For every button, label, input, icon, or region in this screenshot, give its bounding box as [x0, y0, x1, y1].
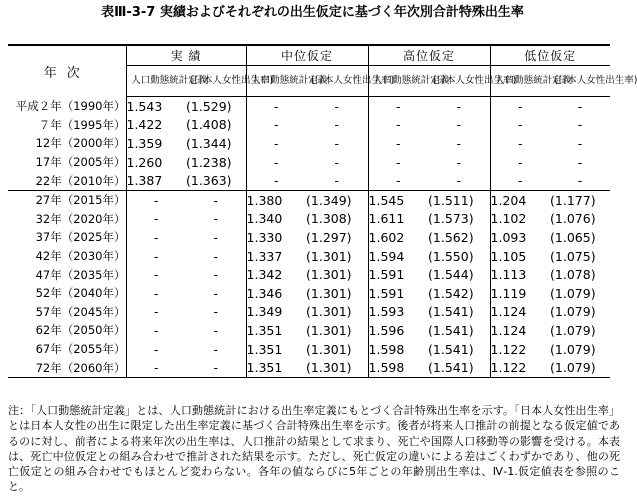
value-cell: 1.387	[126, 171, 186, 190]
value-cell: 1.349	[246, 303, 306, 322]
value-cell: 1.380	[246, 190, 306, 209]
value-cell: -	[577, 117, 583, 133]
value-cell: 1.594	[368, 247, 428, 266]
value-cell: 1.545	[368, 190, 428, 209]
value-cell: (1.344)	[186, 135, 232, 151]
value-cell: -	[126, 228, 186, 247]
value-cell: -	[577, 154, 583, 170]
fertility-rate-table	[8, 44, 637, 378]
year-cell: 平成２年（1990年）	[15, 99, 126, 114]
year-cell: 42年（2030年）	[35, 249, 126, 264]
year-cell: 57年（2045年）	[35, 304, 126, 319]
year-column-header: 年次	[43, 65, 90, 81]
value-cell: -	[368, 153, 428, 172]
value-cell: 1.602	[368, 228, 428, 247]
table-row	[8, 190, 610, 209]
value-cell: (1.075)	[550, 248, 596, 264]
value-cell: -	[246, 153, 306, 172]
value-cell: 1.119	[490, 284, 550, 303]
table-note: 注：「人口動態統計定義」とは、人口動態統計における出生率定義にもとづく合計特殊出生率を示す。「日本人女性出生率」とは日本人女性の出生に限定した出生率定義に基づく合計特殊出生率を示す。後者が将来人口推計の前提となる仮定値であるのに対し、前者による将来年次の出生率は、人口推計の結果として求まり、死亡や国際人口移動等の影響を受ける。本表は、死亡中位仮定との組み合わせで推計された結果を示す。ただし、死亡仮定の違いによる差はごくわずかであり、他の死亡仮定との組み合わせでもほとんど変わらない。各年の値ならびに5年ごとの年齢別出生率は、Ⅳ-1.仮定値表を参照のこと。	[8, 404, 620, 494]
value-cell: -	[186, 190, 246, 209]
value-cell: 1.611	[368, 210, 428, 229]
value-cell: (1.301)	[306, 267, 352, 283]
value-cell: 1.351	[246, 340, 306, 359]
year-cell: 12年（2000年）	[35, 136, 126, 151]
table-row	[8, 340, 610, 359]
table-row	[8, 228, 610, 247]
year-cell: 37年（2025年）	[35, 230, 126, 245]
value-cell: (1.301)	[306, 360, 352, 376]
value-cell: (1.301)	[306, 304, 352, 320]
value-cell: -	[490, 134, 550, 153]
table-row	[8, 134, 610, 153]
value-cell: (1.541)	[428, 304, 474, 320]
group-header-low: 低位仮定	[490, 45, 610, 66]
value-cell: 1.342	[246, 265, 306, 284]
value-cell: 1.346	[246, 284, 306, 303]
subheader-vital-statistics: 人口動態統計定義	[495, 75, 572, 86]
value-cell: -	[126, 265, 186, 284]
value-cell: -	[126, 303, 186, 322]
year-cell: 52年（2040年）	[35, 286, 126, 301]
value-cell: -	[126, 210, 186, 229]
value-cell: (1.541)	[428, 360, 474, 376]
value-cell: (1.301)	[306, 285, 352, 301]
value-cell: -	[213, 229, 219, 245]
value-cell: 1.330	[246, 228, 306, 247]
value-cell: -	[334, 98, 340, 114]
value-cell: -	[456, 135, 462, 151]
value-cell: (1.079)	[550, 285, 596, 301]
value-cell: 1.102	[490, 210, 550, 229]
value-cell: -	[577, 173, 583, 189]
group-header-high: 高位仮定	[368, 45, 490, 66]
value-cell: 1.596	[368, 321, 428, 340]
value-cell: (1.529)	[186, 98, 232, 114]
value-cell: (1.363)	[186, 173, 232, 189]
value-cell: -	[246, 134, 306, 153]
table-row	[8, 303, 610, 322]
value-cell: 1.422	[126, 116, 186, 135]
table-row	[8, 358, 610, 377]
value-cell: 1.591	[368, 265, 428, 284]
value-cell: (1.177)	[550, 190, 610, 209]
value-cell: (1.541)	[428, 341, 474, 357]
value-cell: (1.076)	[550, 211, 596, 227]
value-cell: 1.351	[246, 321, 306, 340]
value-cell: -	[368, 97, 428, 116]
value-cell: -	[368, 171, 428, 190]
value-cell: (1.573)	[428, 211, 474, 227]
table-row	[8, 116, 610, 135]
value-cell: -	[126, 340, 186, 359]
value-cell: (1.079)	[550, 322, 596, 338]
year-cell: 47年（2035年）	[35, 267, 126, 282]
value-cell: (1.511)	[428, 190, 490, 209]
value-cell: -	[490, 116, 550, 135]
value-cell: 1.593	[368, 303, 428, 322]
value-cell: (1.301)	[306, 322, 352, 338]
value-cell: (1.408)	[186, 117, 232, 133]
value-cell: (1.079)	[550, 304, 596, 320]
table-row	[8, 97, 610, 116]
value-cell: -	[456, 173, 462, 189]
table-row	[8, 284, 610, 303]
year-cell: ７年（1995年）	[38, 117, 126, 132]
value-cell: -	[490, 97, 550, 116]
value-cell: -	[334, 173, 340, 189]
value-cell: (1.541)	[428, 322, 474, 338]
value-cell: 1.105	[490, 247, 550, 266]
value-cell: -	[213, 341, 219, 357]
subheader-japanese-women: (日本人女性出生率)	[554, 75, 637, 86]
value-cell: 1.351	[246, 358, 306, 377]
subheader-japanese-women: (日本人女性出生率)	[189, 75, 274, 86]
value-cell: 1.204	[490, 190, 550, 209]
table-row	[8, 321, 610, 340]
value-cell: 1.122	[490, 340, 550, 359]
value-cell: -	[368, 116, 428, 135]
value-cell: (1.078)	[550, 267, 596, 283]
value-cell: 1.337	[246, 247, 306, 266]
value-cell: (1.297)	[306, 229, 352, 245]
value-cell: (1.349)	[306, 190, 368, 209]
value-cell: -	[213, 360, 219, 376]
year-cell: 22年（2010年）	[35, 173, 126, 188]
value-cell: 1.598	[368, 358, 428, 377]
value-cell: -	[213, 304, 219, 320]
value-cell: 1.124	[490, 321, 550, 340]
value-cell: (1.301)	[306, 248, 352, 264]
value-cell: 1.260	[126, 153, 186, 172]
value-cell: 1.124	[490, 303, 550, 322]
value-cell: 1.591	[368, 284, 428, 303]
value-cell: 1.359	[126, 134, 186, 153]
subheader-vital-statistics: 人口動態統計定義	[373, 75, 450, 86]
value-cell: -	[456, 154, 462, 170]
value-cell: 1.598	[368, 340, 428, 359]
year-cell: 72年（2060年）	[35, 360, 126, 375]
value-cell: -	[126, 190, 186, 209]
year-cell: 62年（2050年）	[35, 323, 126, 338]
subheader-japanese-women: (日本人女性出生率)	[310, 75, 395, 86]
value-cell: -	[126, 247, 186, 266]
value-cell: -	[213, 211, 219, 227]
header-row-groups	[8, 45, 610, 66]
year-cell: 67年（2055年）	[35, 342, 126, 357]
value-cell: (1.079)	[550, 341, 596, 357]
value-cell: (1.238)	[186, 154, 232, 170]
year-cell: 17年（2005年）	[35, 155, 126, 170]
value-cell: -	[213, 248, 219, 264]
value-cell: -	[246, 97, 306, 116]
value-cell: -	[213, 267, 219, 283]
value-cell: (1.562)	[428, 229, 474, 245]
value-cell: 1.113	[490, 265, 550, 284]
value-cell: -	[334, 154, 340, 170]
value-cell: -	[490, 171, 550, 190]
table-row	[8, 153, 610, 172]
value-cell: (1.301)	[306, 341, 352, 357]
table-row	[8, 247, 610, 266]
value-cell: -	[334, 135, 340, 151]
value-cell: -	[490, 153, 550, 172]
year-cell: 32年（2020年）	[35, 211, 126, 226]
value-cell: -	[126, 284, 186, 303]
value-cell: 1.093	[490, 228, 550, 247]
value-cell: (1.308)	[306, 211, 352, 227]
table-row	[8, 265, 610, 284]
value-cell: (1.065)	[550, 229, 596, 245]
value-cell: (1.550)	[428, 248, 474, 264]
value-cell: (1.544)	[428, 267, 474, 283]
value-cell: (1.542)	[428, 285, 474, 301]
group-header-actual: 実 績	[126, 45, 246, 66]
value-cell: 1.340	[246, 210, 306, 229]
value-cell: -	[246, 116, 306, 135]
value-cell: -	[456, 98, 462, 114]
value-cell: -	[246, 171, 306, 190]
subheader-vital-statistics: 人口動態統計定義	[251, 75, 328, 86]
value-cell: -	[577, 98, 583, 114]
table-row	[8, 210, 610, 229]
value-cell: 1.122	[490, 358, 550, 377]
value-cell: -	[213, 285, 219, 301]
value-cell: -	[368, 134, 428, 153]
value-cell: -	[334, 117, 340, 133]
table-title: 表Ⅲ-3-7 実績およびそれぞれの出生仮定に基づく年次別合計特殊出生率	[101, 5, 524, 20]
value-cell: -	[126, 321, 186, 340]
table-row	[8, 171, 610, 190]
value-cell: -	[213, 322, 219, 338]
year-cell: 27年（2015年）	[8, 190, 126, 209]
subheader-vital-statistics: 人口動態統計定義	[131, 75, 208, 86]
subheader-japanese-women: (日本人女性出生率)	[432, 75, 517, 86]
value-cell: (1.079)	[550, 360, 596, 376]
value-cell: 1.543	[126, 97, 186, 116]
value-cell: -	[126, 358, 186, 377]
value-cell: -	[577, 135, 583, 151]
group-header-medium: 中位仮定	[246, 45, 368, 66]
value-cell: -	[456, 117, 462, 133]
